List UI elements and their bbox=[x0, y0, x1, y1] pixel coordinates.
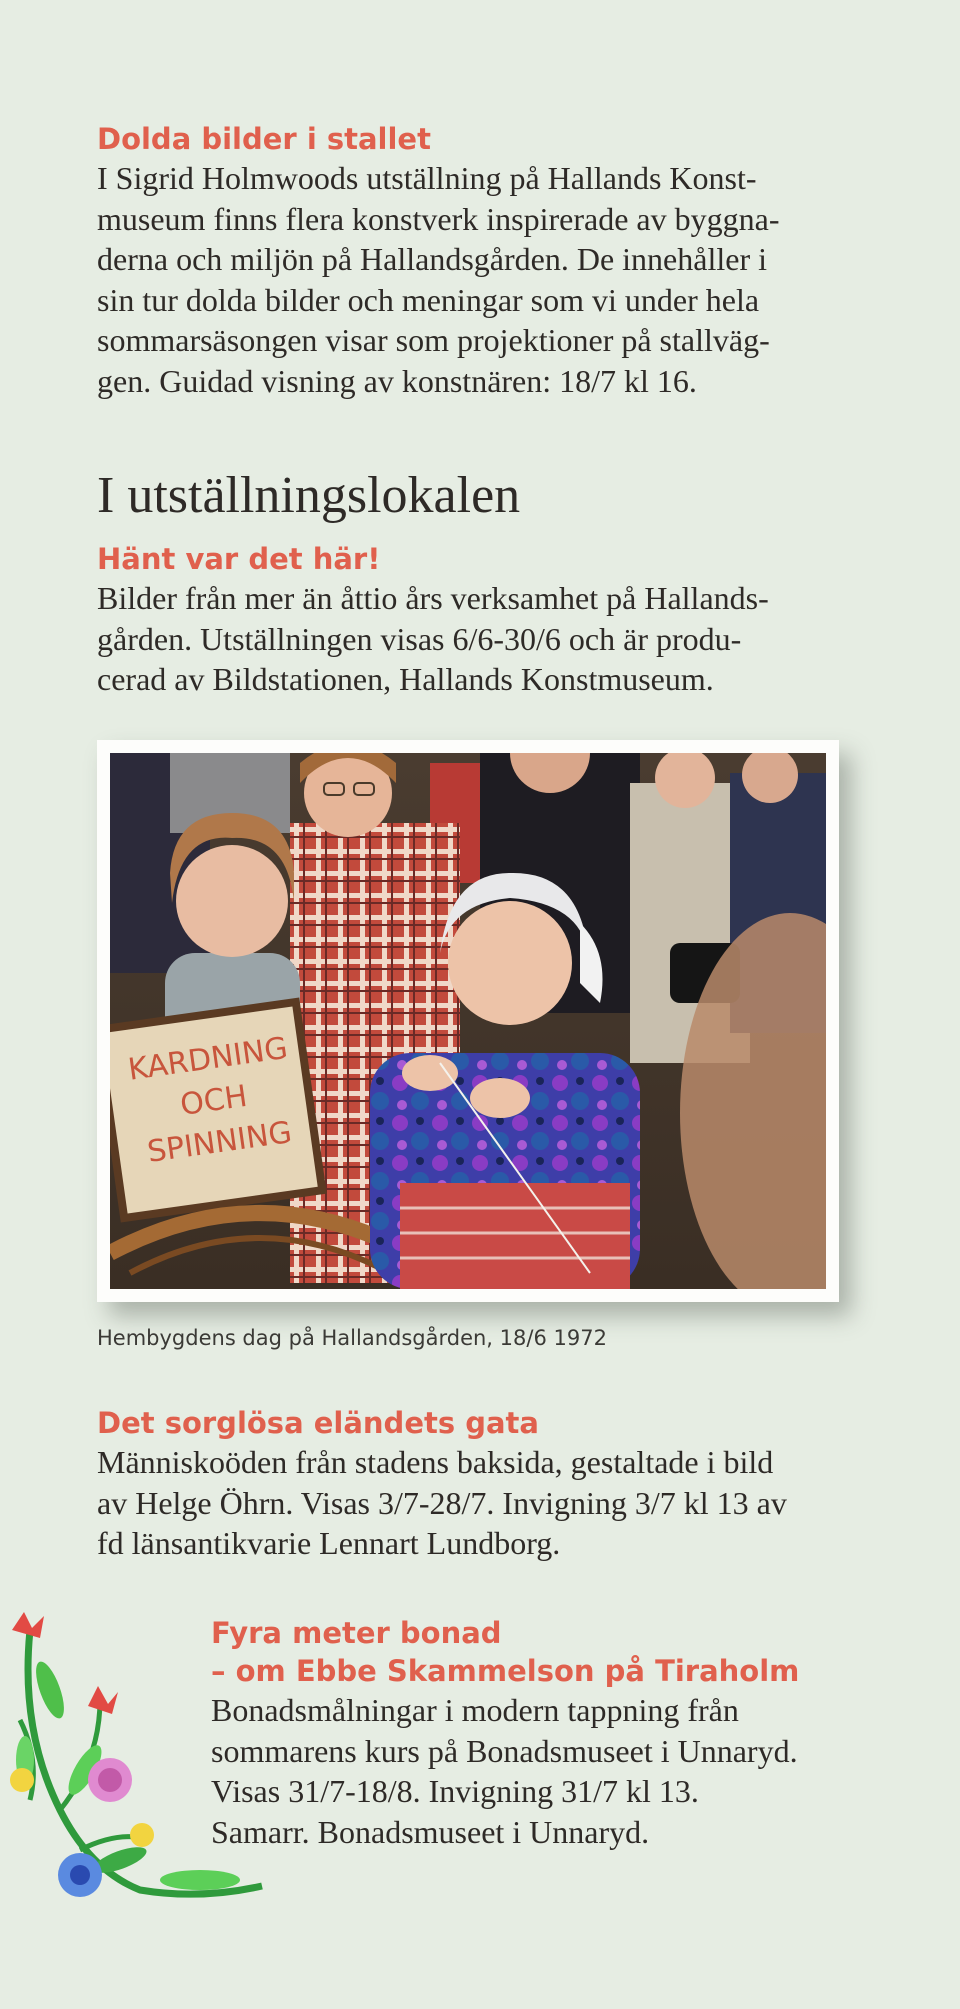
section-body bbox=[97, 1442, 877, 1564]
body-line: sommarens kurs på Bonadsmuseet i Unnaryd. bbox=[211, 1732, 798, 1769]
section-heading bbox=[211, 1614, 891, 1690]
body-line: cerad av Bildstationen, Hallands Konstmuseum. bbox=[97, 661, 714, 697]
section-fyra-meter-bonad bbox=[211, 1614, 891, 1852]
section-body bbox=[97, 578, 877, 700]
body-line: Visas 31/7-18/8. Invigning 31/7 kl 13. bbox=[211, 1773, 699, 1809]
body-line: I Sigrid Holmwoods utställning på Hallands Konst- bbox=[97, 160, 757, 196]
body-line: Samarr. Bonadsmuseet i Unnaryd. bbox=[211, 1813, 650, 1850]
section-body bbox=[211, 1690, 891, 1852]
section-body bbox=[97, 158, 877, 401]
photo-frame bbox=[97, 740, 839, 1302]
section-heading: Hänt var det här! bbox=[97, 542, 381, 576]
body-line: gården. Utställningen visas 6/6-30/6 och är produ- bbox=[97, 620, 742, 657]
body-line: sommarsäsongen visar som projektioner på stallväg- bbox=[97, 322, 770, 358]
photo-illustration bbox=[110, 753, 826, 1289]
section-heading: Det sorglösa eländets gata bbox=[97, 1406, 539, 1440]
section-hant-var-det-har bbox=[97, 540, 877, 700]
body-line: fd länsantikvarie Lennart Lundborg. bbox=[97, 1525, 561, 1561]
body-line: museum finns flera konstverk inspirerade av byggna- bbox=[97, 200, 780, 237]
heading-line: – om Ebbe Skammelson på Tiraholm bbox=[211, 1654, 800, 1688]
body-line: derna och miljön på Hallandsgården. De innehåller i bbox=[97, 241, 767, 277]
section-title-block bbox=[97, 466, 877, 526]
body-line: Människoöden från stadens baksida, gestaltade i bild bbox=[97, 1444, 774, 1480]
body-line: Bonadsmålningar i modern tappning från bbox=[211, 1692, 739, 1728]
body-line: Bilder från mer än åttio års verksamhet på Hallands- bbox=[97, 580, 769, 616]
section-dolda-bilder bbox=[97, 120, 877, 401]
section-title: I utställningslokalen bbox=[97, 467, 521, 524]
sign-line: OCH bbox=[178, 1078, 250, 1123]
section-det-sorglosa bbox=[97, 1404, 877, 1564]
sign-line: KARDNING bbox=[125, 1030, 290, 1088]
body-line: av Helge Öhrn. Visas 3/7-28/7. Invigning 3/7 kl 13 av bbox=[97, 1484, 787, 1521]
sign-line: SPINNING bbox=[145, 1115, 295, 1170]
photo-kardning-och-spinning bbox=[110, 753, 826, 1289]
section-heading: Dolda bilder i stallet bbox=[97, 122, 431, 156]
photo-caption: Hembygdens dag på Hallandsgården, 18/6 1972 bbox=[97, 1326, 607, 1350]
body-line: sin tur dolda bilder och meningar som vi under hela bbox=[97, 281, 760, 318]
heading-line: Fyra meter bonad bbox=[211, 1616, 502, 1650]
body-line: gen. Guidad visning av konstnären: 18/7 kl 16. bbox=[97, 362, 697, 399]
